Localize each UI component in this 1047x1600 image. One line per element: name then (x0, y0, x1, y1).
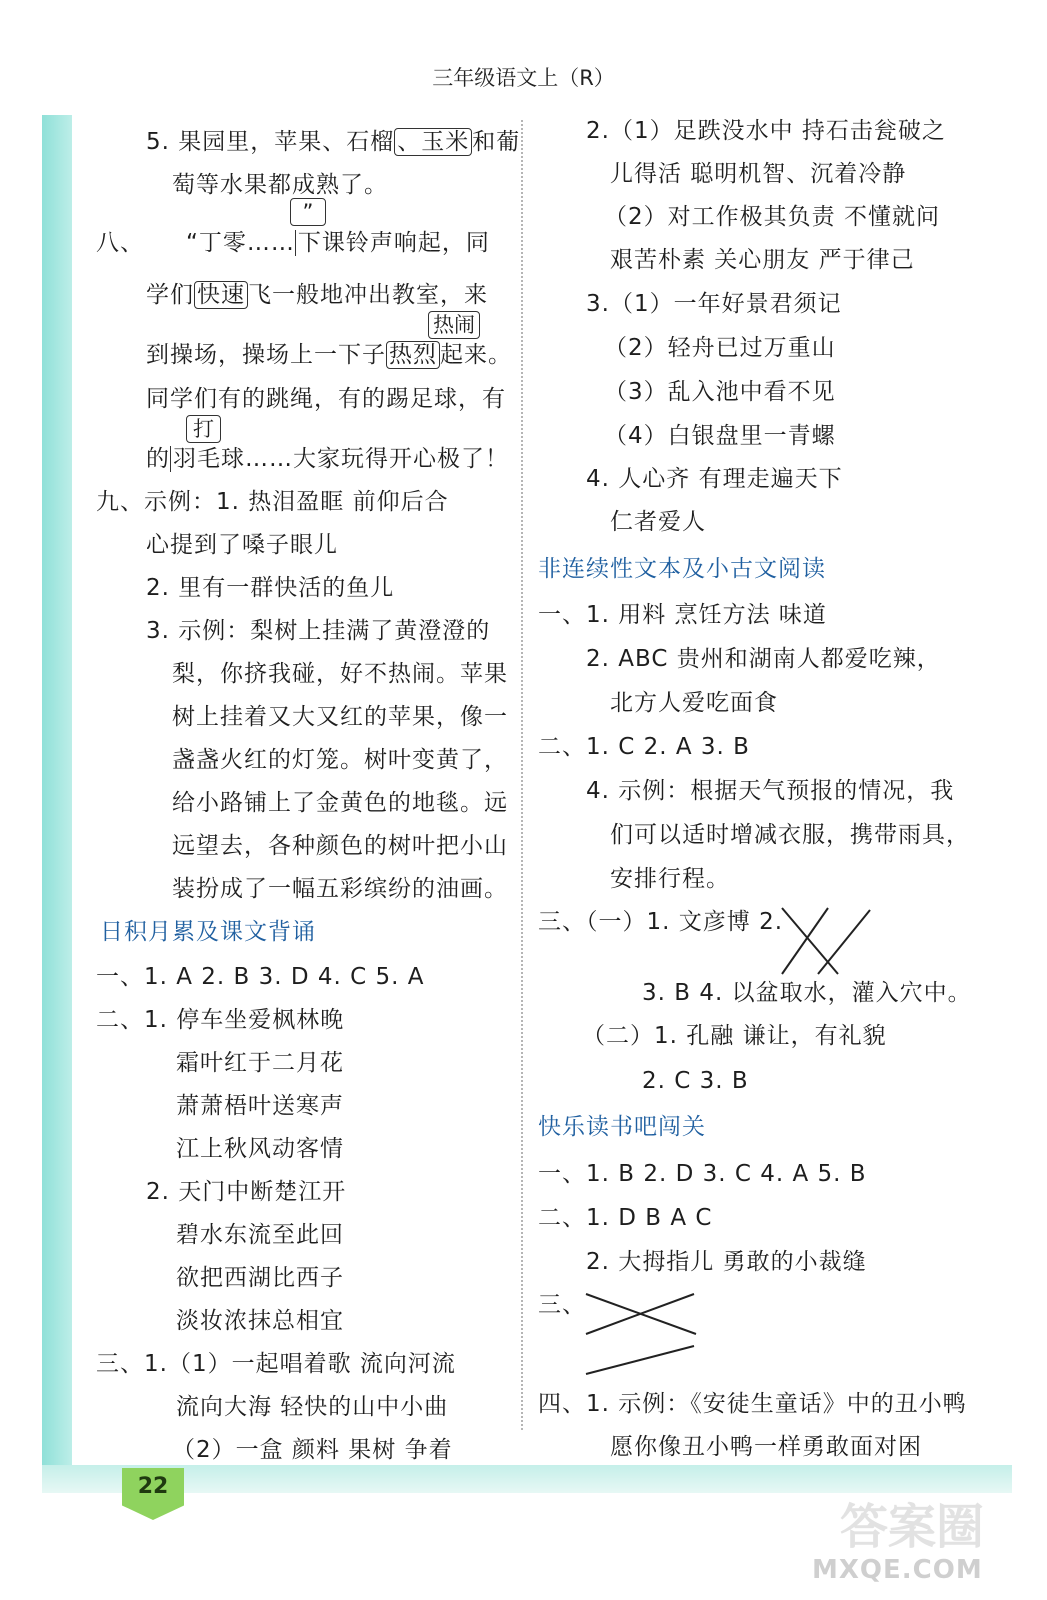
answer-line: 三、 (538, 1292, 586, 1318)
answer-line: 远望去，各种颜色的树叶把小山 (172, 833, 508, 859)
answer-line: 装扮成了一幅五彩缤纷的油画。 (172, 876, 508, 902)
answer-line: 心提到了嗓子眼儿 (146, 532, 338, 558)
replaced-word-box: 热烈 (386, 341, 440, 369)
answer-line: 一、1. A 2. B 3. D 4. C 5. A (96, 964, 425, 990)
answer-line: 安排行程。 (610, 866, 730, 892)
correction-mark-word: 热闹 (428, 311, 480, 339)
answer-line: 二、1. C 2. A 3. B (538, 734, 750, 760)
answer-line: 树上挂着又大又红的苹果，像一 (172, 704, 508, 730)
poem-line: 江上秋风动客情 (176, 1136, 344, 1162)
answer-line: 二、1. D B A C (538, 1205, 713, 1231)
answer-line: （二）1. 孔融 谦让，有礼貌 (582, 1023, 887, 1049)
answer-line: 同学们有的跳绳，有的踢足球，有 (146, 386, 506, 412)
answer-line: 艰苦朴素 关心朋友 严于律己 (610, 247, 915, 273)
answer-line: 愿你像丑小鸭一样勇敢面对困 (610, 1434, 922, 1460)
answer-line: 盏盏火红的灯笼。树叶变黄了， (172, 747, 508, 773)
answer-line: 四、1. 示例：《安徒生童话》中的丑小鸭 (538, 1391, 967, 1417)
poem-line: 碧水东流至此回 (176, 1222, 344, 1248)
poem-line: 霜叶红于二月花 (176, 1050, 344, 1076)
page-number: 22 (137, 1474, 169, 1499)
answer-line: 2. ABC 贵州和湖南人都爱吃辣， (586, 646, 941, 672)
answer-line: （2）一盒 颜料 果树 争着 (172, 1437, 453, 1463)
answer-line: 一、1. B 2. D 3. C 4. A 5. B (538, 1161, 867, 1187)
answer-line: 3. B 4. 以盆取水，灌入穴中。 (642, 980, 972, 1006)
correction-mark-insert: 打 (186, 415, 221, 443)
answer-line: 流向大海 轻快的山中小曲 (176, 1394, 449, 1420)
inserted-word-box: 、玉米 (394, 128, 472, 156)
answer-line: 三、（一）1. 文彦博 2. (538, 909, 784, 935)
answer-line: 们可以适时增减衣服，携带雨具， (610, 822, 970, 848)
answer-line: 梨，你挤我碰，好不热闹。苹果 (172, 661, 508, 687)
answer-line: 萄等水果都成熟了。 (172, 172, 388, 198)
answer-line: （4）白银盘里一青螺 (604, 423, 836, 449)
deleted-word-box: 快速 (194, 281, 248, 309)
answer-line: 5. 果园里，苹果、石榴 、玉米 和葡 (146, 129, 521, 155)
answer-line: （2）轻舟已过万重山 (604, 335, 836, 361)
left-margin-strip (42, 115, 72, 1480)
correction-mark-quote: ” (290, 198, 326, 226)
answer-line: （2）对工作极其负责 不懂就问 (604, 204, 940, 230)
answer-line: 2. C 3. B (642, 1068, 749, 1094)
matching-line (782, 908, 838, 974)
section-title: 日积月累及课文背诵 (100, 919, 316, 945)
answer-line: 到操场，操场上一下子 热烈 起来。 (146, 342, 512, 368)
poem-line: 淡妆浓抹总相宜 (176, 1308, 344, 1334)
answer-line: 学们 快速 飞一般地冲出教室，来 (146, 282, 488, 308)
answer-line: 儿得活 聪明机智、沉着冷静 (610, 161, 907, 187)
answer-line: 二、1. 停车坐爱枫林晚 (96, 1007, 345, 1033)
answer-line: 三、1.（1）一起唱着歌 流向河流 (96, 1351, 456, 1377)
answer-line: “丁零…… 下课铃声响起，同 (186, 230, 490, 256)
poem-line: 欲把西湖比西子 (176, 1265, 344, 1291)
column-divider (521, 120, 523, 1430)
answer-line: 2.（1）足跌没水中 持石击瓮破之 (586, 118, 946, 144)
matching-lines-diagram (778, 906, 874, 982)
answer-line: （3）乱入池中看不见 (604, 379, 836, 405)
answer-line: 一、1. 用料 烹饪方法 味道 (538, 602, 827, 628)
page-header: 三年级语文上（R） (432, 66, 615, 90)
answer-line: 的 羽毛球……大家玩得开心极了！ (146, 446, 509, 472)
matching-line (818, 910, 870, 974)
answer-line: 2. 大拇指儿 勇敢的小裁缝 (586, 1249, 867, 1275)
answer-line: 北方人爱吃面食 (610, 690, 778, 716)
answer-line: 仁者爱人 (610, 509, 706, 535)
matching-line (586, 1346, 694, 1374)
answer-line: 3.（1）一年好景君须记 (586, 291, 842, 317)
poem-line: 萧萧梧叶送寒声 (176, 1093, 344, 1119)
section-title: 非连续性文本及小古文阅读 (538, 556, 826, 582)
answer-line: 3. 示例：梨树上挂满了黄澄澄的 (146, 618, 491, 644)
answer-line: 给小路铺上了金黄色的地毯。远 (172, 790, 508, 816)
answer-line: 2. 里有一群快活的鱼儿 (146, 575, 395, 601)
answer-line: 九、示例：1. 热泪盈眶 前仰后合 (96, 489, 449, 515)
watermark-url: MXQE.COM (812, 1555, 983, 1585)
section-label: 八、 (96, 230, 144, 256)
answer-line: 2. 天门中断楚江开 (146, 1179, 347, 1205)
matching-lines-diagram (582, 1288, 702, 1380)
matching-line (782, 908, 828, 974)
answer-line: 4. 示例：根据天气预报的情况，我 (586, 778, 955, 804)
section-title: 快乐读书吧闯关 (538, 1114, 706, 1140)
answer-line: 4. 人心齐 有理走遍天下 (586, 466, 843, 492)
watermark-logo: 答案圈 (840, 1499, 985, 1555)
